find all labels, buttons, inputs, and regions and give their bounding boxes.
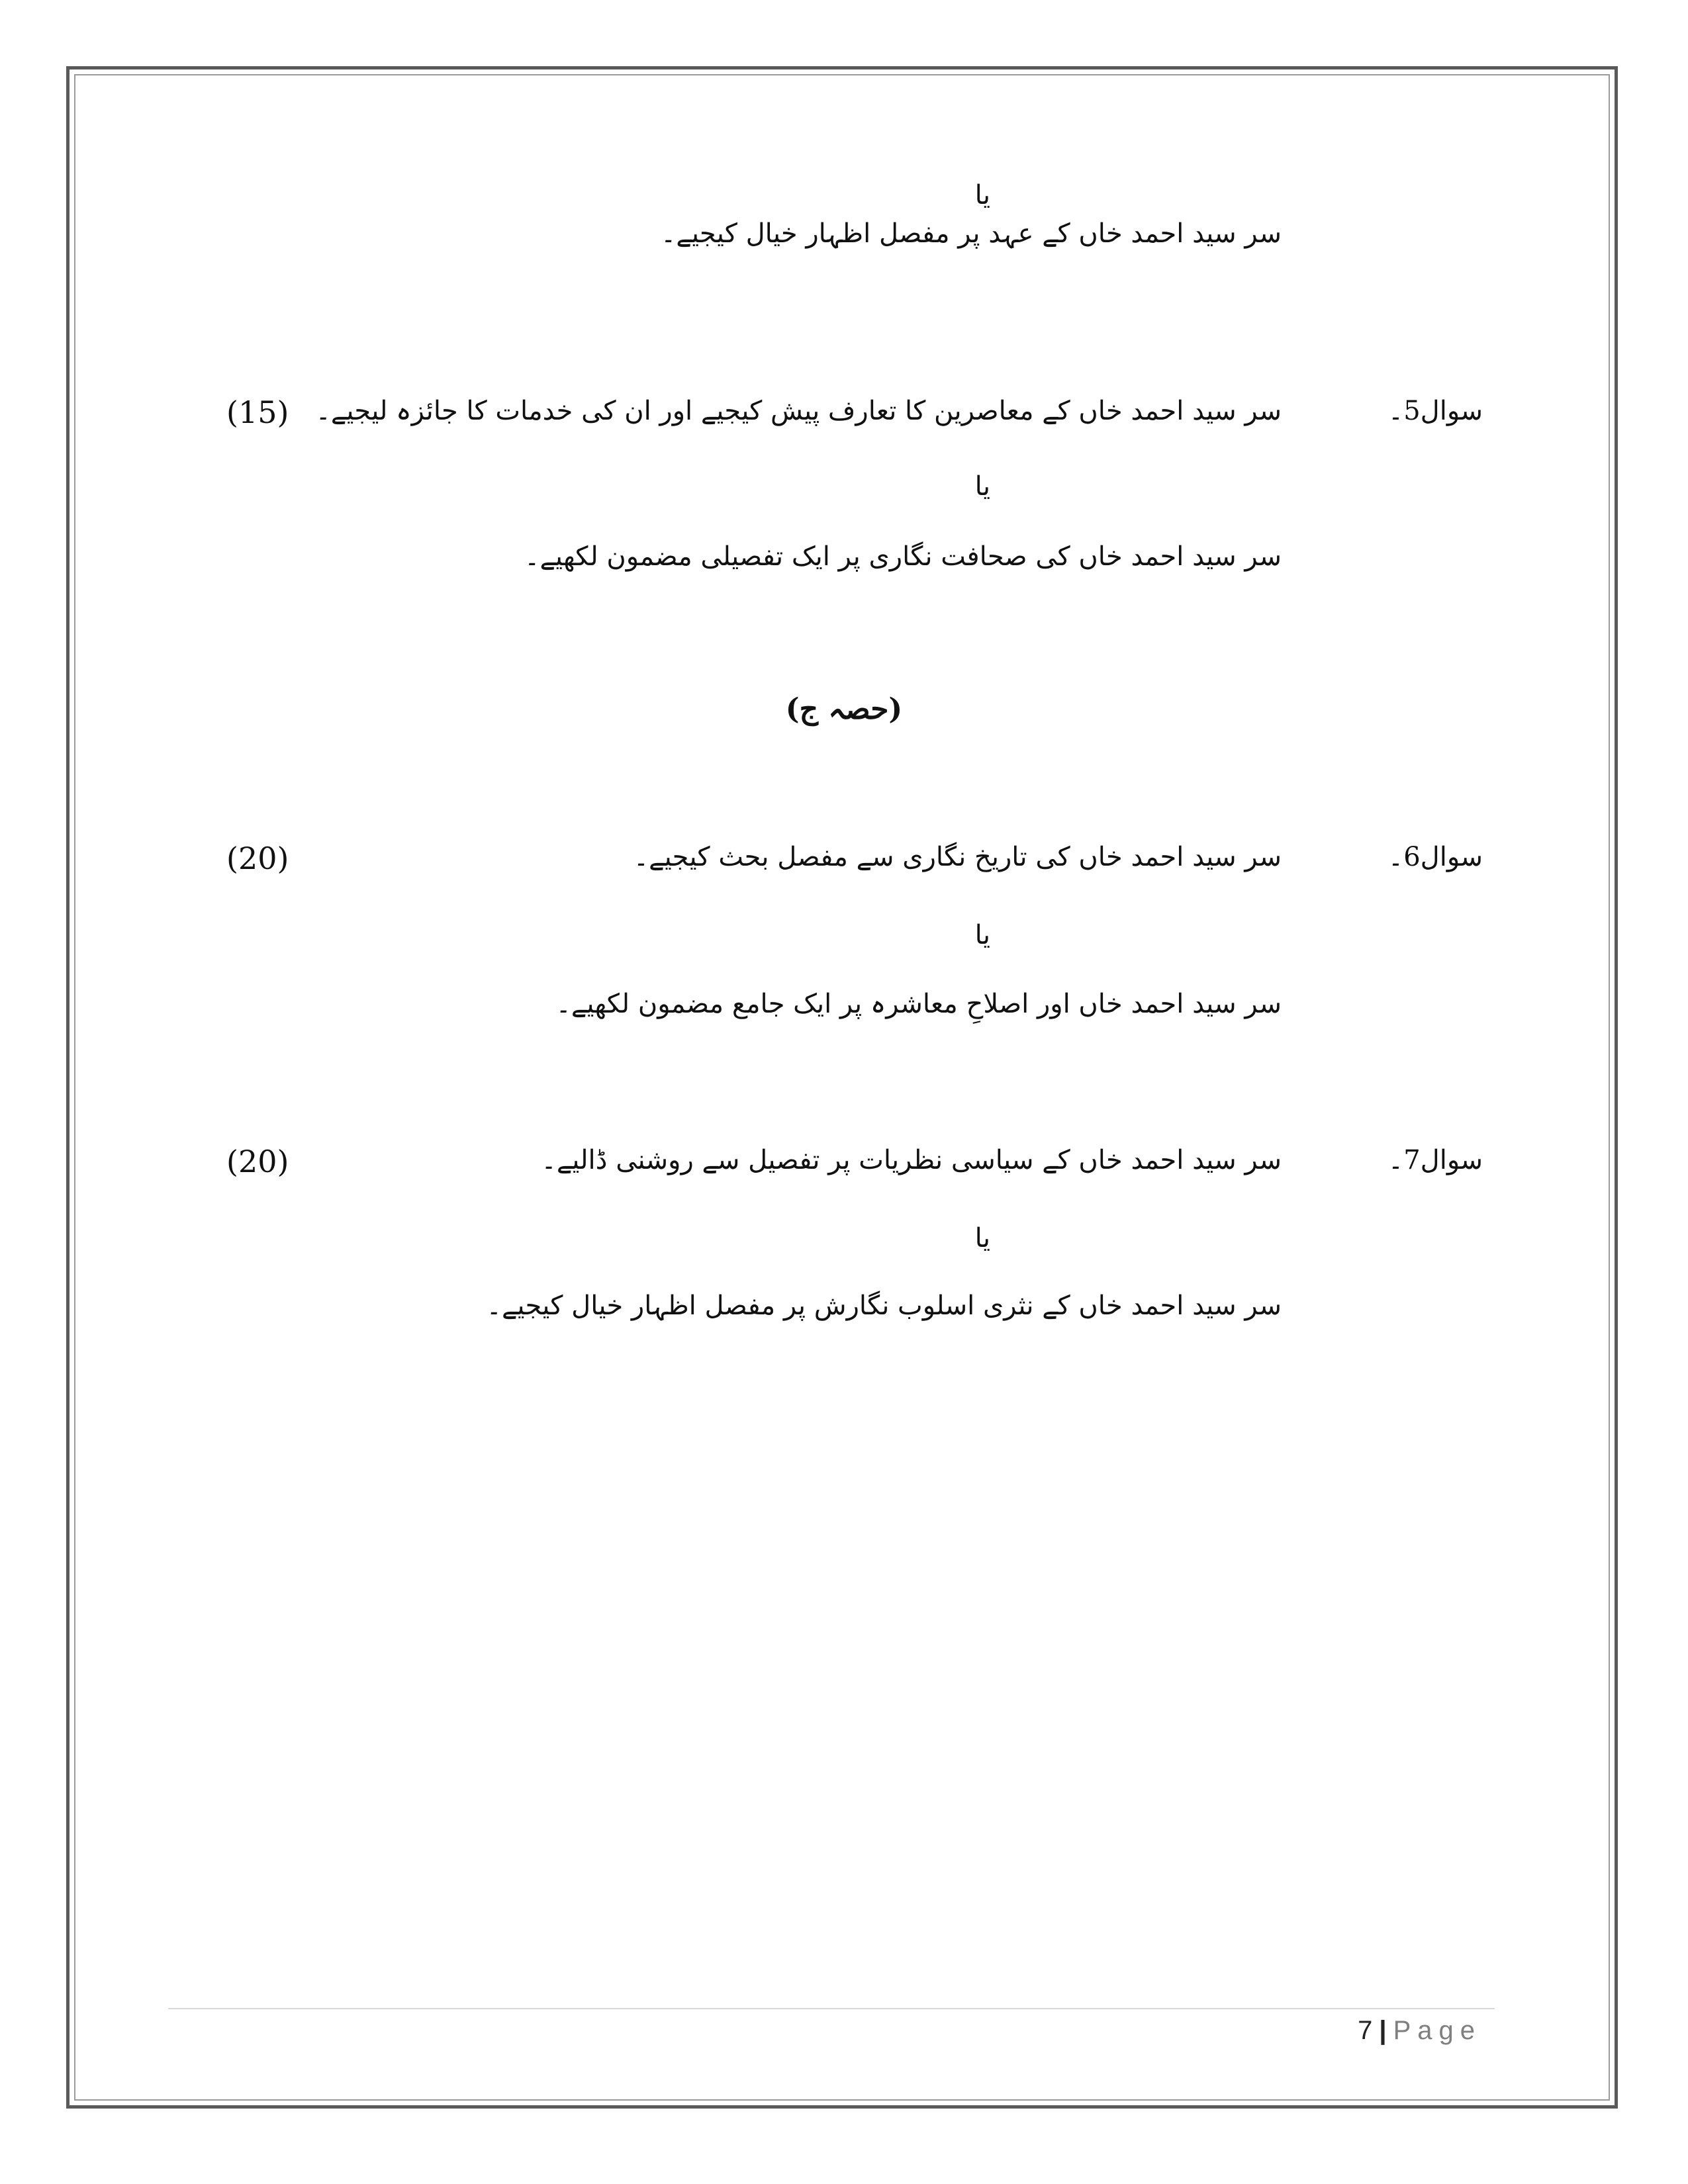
question-7-label: سوال7۔ [1387, 1145, 1483, 1175]
or-separator-q7: یا [974, 1223, 990, 1253]
question-5-text: سر سید احمد خاں کے معاصرین کا تعارف پیش کیجیے اور ان کی خدمات کا جائزہ لیجیے۔ [315, 396, 1282, 426]
question-4-alternative: سر سید احمد خاں کے عہد پر مفصل اظہار خیال کیجیے۔ [660, 218, 1282, 249]
question-6-text: سر سید احمد خاں کی تاریخ نگاری سے مفصل بحث کیجیے۔ [633, 842, 1282, 872]
section-heading: (حصہ ج) [785, 692, 903, 726]
question-6-marks: (20) [226, 841, 289, 876]
question-7-alternative: سر سید احمد خاں کے نثری اسلوب نگارش پر مفصل اظہار خیال کیجیے۔ [486, 1291, 1282, 1321]
question-6-label: سوال6۔ [1387, 842, 1483, 872]
footer-divider [168, 2008, 1495, 2009]
page-footer [1358, 2016, 1481, 2046]
question-6-alternative: سر سید احمد خاں اور اصلاحِ معاشرہ پر ایک جامع مضمون لکھیے۔ [555, 989, 1282, 1019]
question-5-alternative: سر سید احمد خاں کی صحافت نگاری پر ایک تفصیلی مضمون لکھیے۔ [524, 541, 1282, 572]
question-7-marks: (20) [226, 1144, 289, 1179]
or-separator-top: یا [974, 180, 990, 210]
or-separator-q5: یا [974, 471, 990, 502]
page-number: 7 [1358, 2016, 1373, 2045]
page-word: Page [1393, 2016, 1481, 2045]
question-5-label: سوال5۔ [1387, 396, 1483, 426]
or-separator-q6: یا [974, 920, 990, 950]
footer-separator: | [1379, 2016, 1387, 2045]
question-7-text: سر سید احمد خاں کے سیاسی نظریات پر تفصیل سے روشنی ڈالیے۔ [541, 1145, 1282, 1175]
question-5-marks: (15) [226, 394, 289, 430]
page-border-inner [74, 74, 1610, 2101]
